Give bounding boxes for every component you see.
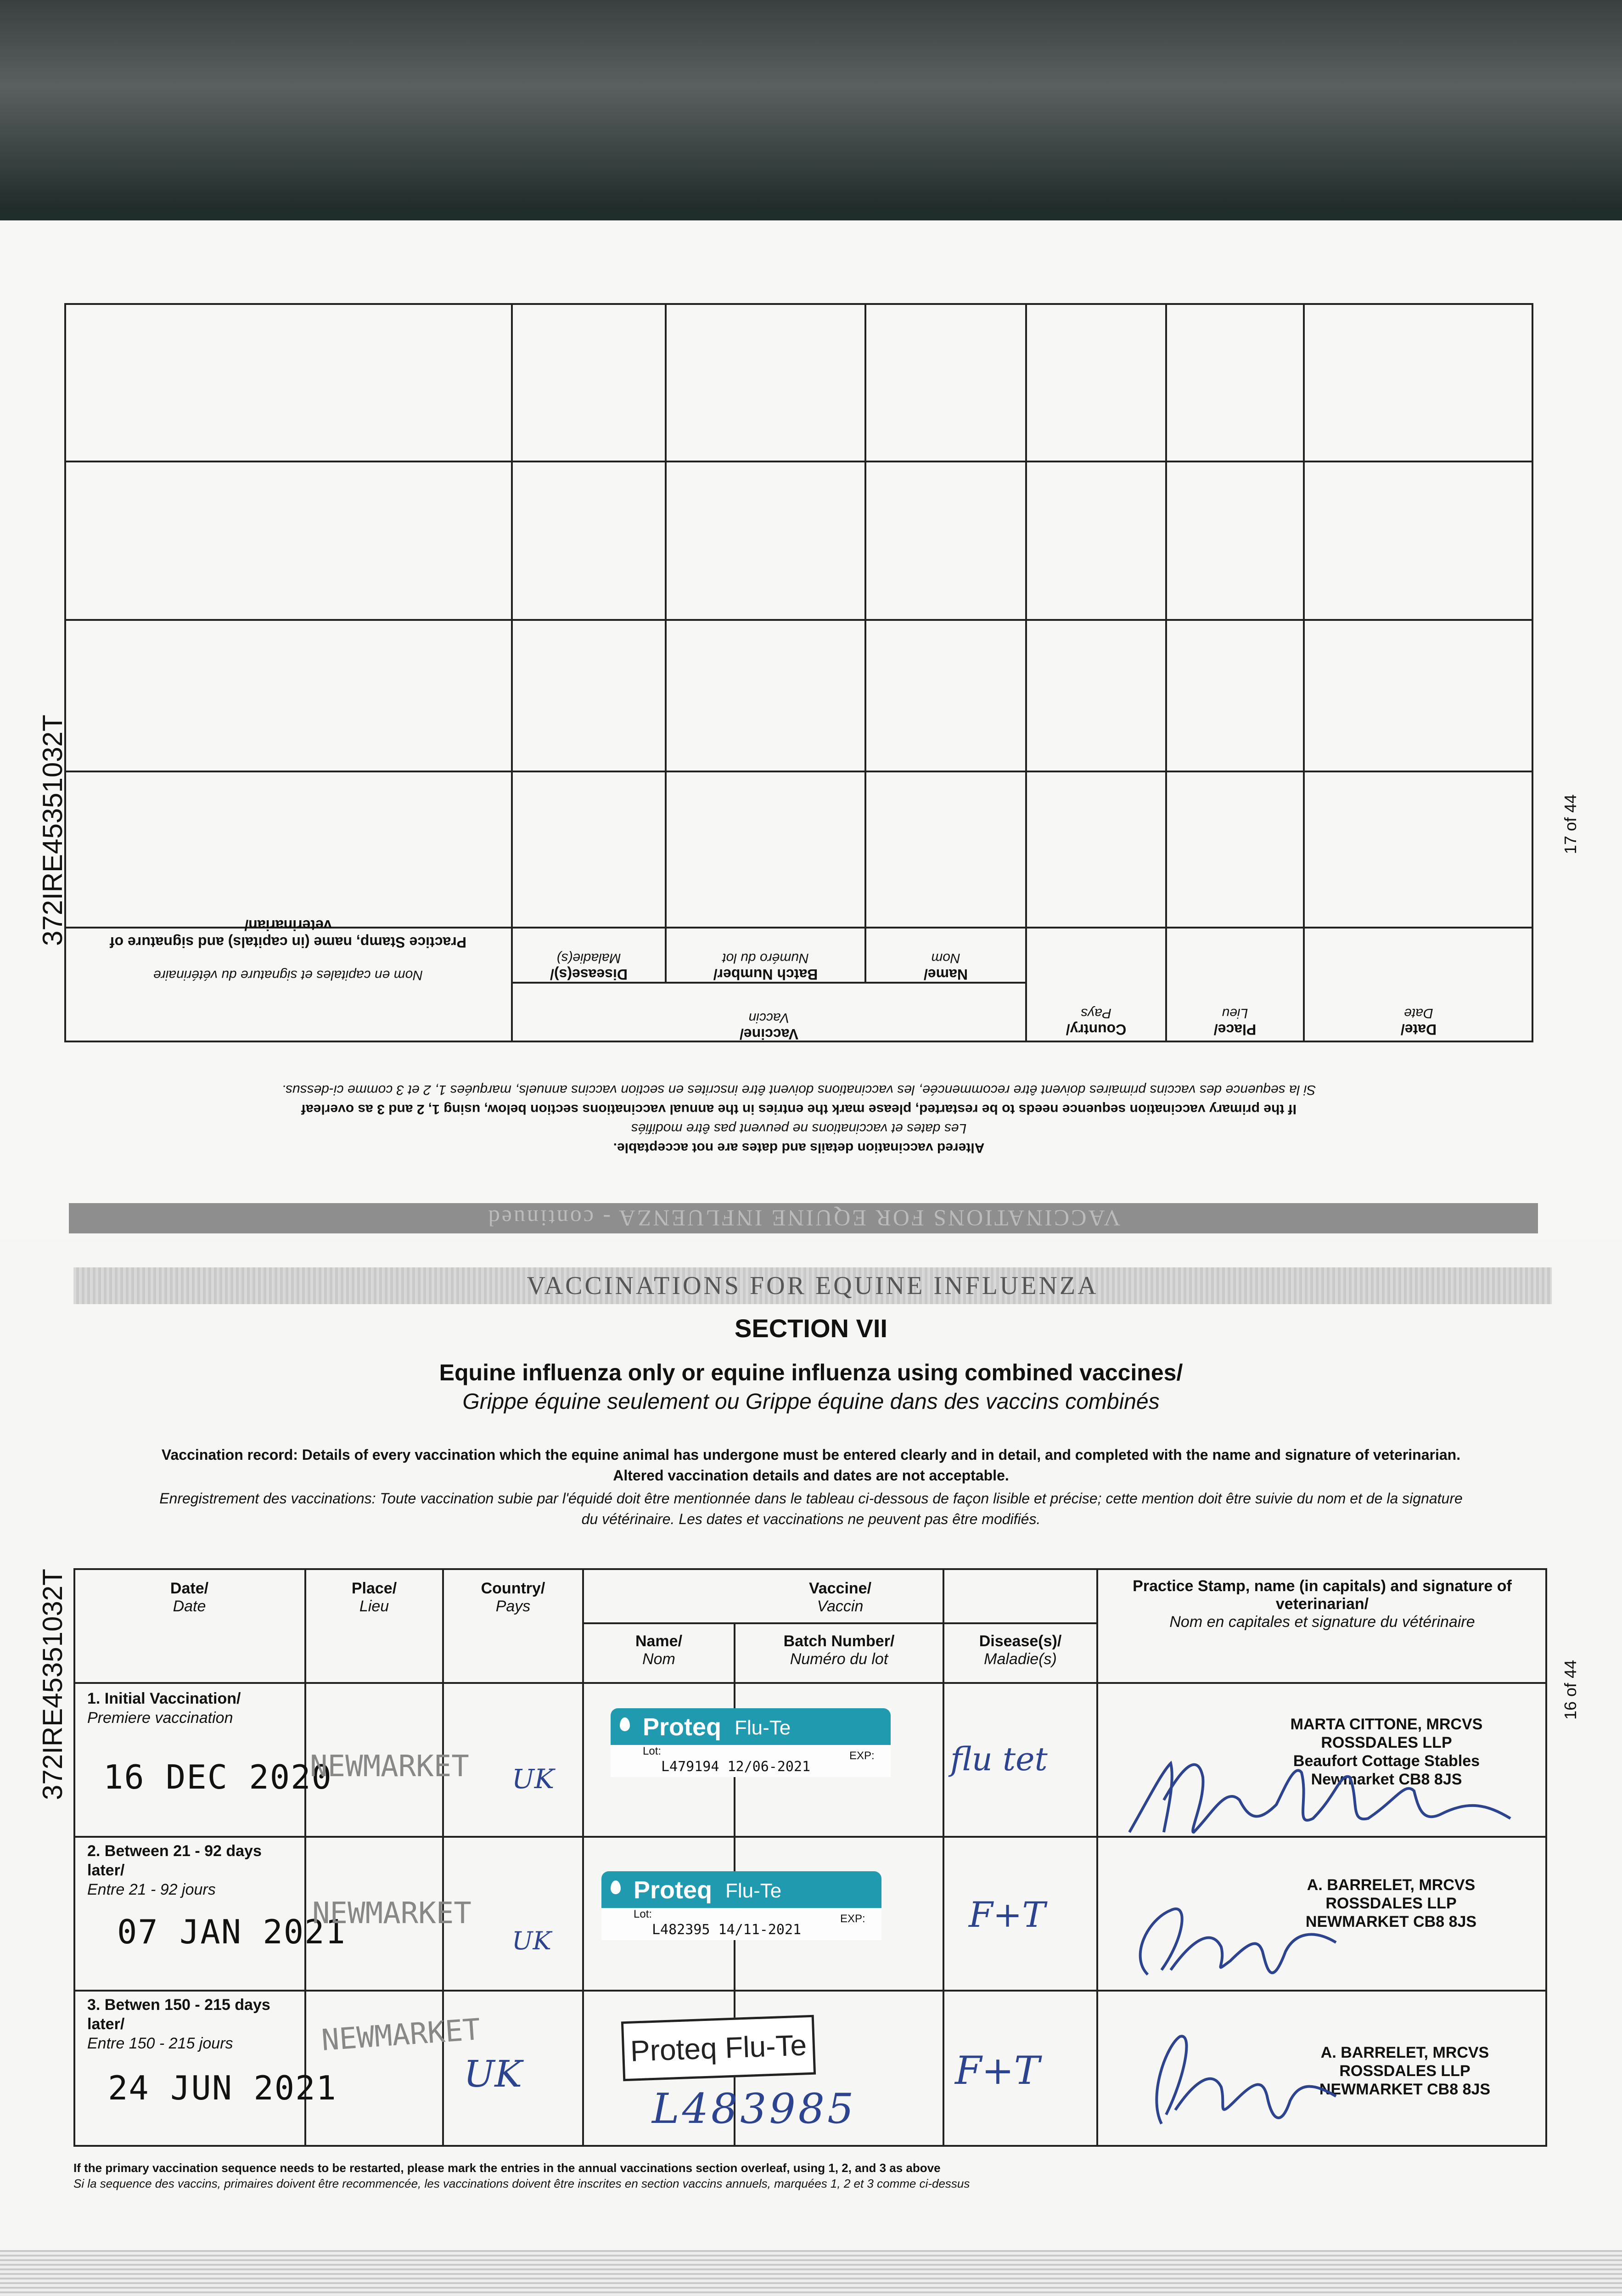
row-3-country: UK bbox=[464, 2053, 522, 2095]
row-1-disease: flu tet bbox=[950, 1740, 1048, 1778]
record-en-2: Altered vaccination details and dates are not acceptable. bbox=[613, 1467, 1009, 1484]
heading-fr: Grippe équine seulement ou Grippe équine dans des vaccins combinés bbox=[462, 1390, 1160, 1414]
stamp-line: ROSSDALES LLP bbox=[1325, 1895, 1457, 1912]
record-fr-2: du vétérinaire. Les dates et vaccinations ne peuvent pas être modifiés. bbox=[581, 1511, 1041, 1527]
header-vaccine bbox=[583, 1580, 1097, 1615]
row-1-vaccine-label bbox=[611, 1708, 891, 1777]
row-2-label bbox=[87, 1841, 303, 1899]
upper-note-restart-fr: Si la sequence des vaccins primaires doivent être recommencée, les vaccinations doivent être inscrites en section vaccins annuels, marquées 1, 2 et 3 comme ci-dessus. bbox=[281, 1082, 1316, 1097]
row-3-signature bbox=[1134, 2018, 1345, 2133]
header-batch-en: Batch Number/ bbox=[783, 1632, 895, 1650]
header-country-en: Country/ bbox=[481, 1580, 545, 1597]
upper-header-name-en: Name/ bbox=[923, 966, 968, 983]
upper-header-batch-fr: Numéro du lot bbox=[722, 951, 809, 966]
row-1-label-en: 1. Initial Vaccination/ bbox=[87, 1690, 241, 1707]
upper-note-restart-en: If the primary vaccination sequence needs to be restarted, please mark the entries in the annual vaccinations section below, using 1, 2 and 3 as overleaf bbox=[301, 1102, 1296, 1117]
row-1-label-fr: Premiere vaccination bbox=[87, 1709, 233, 1727]
upper-header-date-fr: Date bbox=[1404, 1006, 1433, 1021]
upper-header-vaccine-en: Vaccine/ bbox=[739, 1026, 799, 1042]
footer-fr: Si la sequence des vaccins, primaires doivent être recommencée, les vaccinations doivent être inscrites en section vaccins annuels, marquées 1, 2 et 3 comme ci-dessus bbox=[73, 2177, 970, 2190]
row-3-date: 24 JUN 2021 bbox=[108, 2069, 337, 2107]
row-2-date: 07 JAN 2021 bbox=[117, 1913, 346, 1951]
record-en-1: Vaccination record: Details of every vaccination which the equine animal has undergone must be entered clearly and in detail, and completed with the name and signature of veterinarian. bbox=[161, 1446, 1461, 1463]
upper-header-name-fr: Nom bbox=[931, 951, 960, 966]
upper-header-vaccine-fr: Vaccin bbox=[748, 1010, 790, 1025]
upper-header-place-en: Place/ bbox=[1213, 1021, 1257, 1038]
row-2-label-fr: Entre 21 - 92 jours bbox=[87, 1881, 216, 1898]
upper-header-country-fr: Pays bbox=[1081, 1006, 1111, 1021]
vaccine-product: Flu-Te bbox=[725, 1880, 782, 1902]
upper-header-disease-en: Disease(s)/ bbox=[550, 966, 628, 983]
header-date bbox=[73, 1580, 305, 1615]
header-place-en: Place/ bbox=[351, 1580, 397, 1597]
exp-label: EXP: bbox=[849, 1750, 875, 1762]
upper-header-practice-fr: Nom en capitales et signature du vétérinaire bbox=[153, 968, 423, 983]
row-3-batch: L483985 bbox=[652, 2085, 857, 2133]
row-2-country: UK bbox=[512, 1926, 551, 1955]
row-3-vaccine-stamp: Proteq Flu-Te bbox=[621, 2015, 816, 2082]
exp-label: EXP: bbox=[840, 1913, 865, 1925]
header-disease bbox=[943, 1632, 1097, 1668]
header-place bbox=[305, 1580, 443, 1615]
heading-en: Equine influenza only or equine influenza using combined vaccines/ bbox=[439, 1360, 1183, 1385]
record-fr-1: Enregistrement des vaccinations: Toute vaccination subie par l'équidé doit être mentionnée dans le tableau ci-dessous de façon lisible et précise; cette mention doit être suivie du nom et de la signature bbox=[159, 1490, 1463, 1507]
upper-header-place bbox=[1166, 978, 1304, 1038]
upper-header-disease bbox=[512, 928, 666, 983]
lot-value: L482395 14/11-2021 bbox=[652, 1922, 802, 1938]
header-disease-fr: Maladie(s) bbox=[984, 1650, 1057, 1668]
header-name-fr: Nom bbox=[642, 1650, 675, 1668]
row-1-place: NEWMARKET bbox=[310, 1750, 469, 1784]
scanner-edge-top bbox=[0, 0, 1622, 216]
header-vaccine-en: Vaccine/ bbox=[808, 1580, 872, 1597]
lot-value: L479194 12/06-2021 bbox=[661, 1759, 811, 1775]
upper-header-disease-fr: Maladie(s) bbox=[556, 951, 621, 966]
header-batch bbox=[735, 1632, 943, 1668]
vaccine-brand: Proteq bbox=[643, 1713, 722, 1741]
row-1-country: UK bbox=[512, 1763, 555, 1795]
upper-header-country-en: Country/ bbox=[1066, 1021, 1127, 1038]
row-2-place: NEWMARKET bbox=[312, 1896, 471, 1930]
lot-label: Lot: bbox=[643, 1745, 662, 1757]
header-name bbox=[583, 1632, 735, 1668]
upper-note-altered-en: Altered vaccination details and dates are not acceptable. bbox=[613, 1140, 985, 1155]
lot-label: Lot: bbox=[634, 1908, 652, 1920]
row-3-place: NEWMARKET bbox=[320, 2012, 482, 2058]
header-vaccine-fr: Vaccin bbox=[817, 1598, 864, 1615]
header-practice bbox=[1106, 1577, 1538, 1631]
header-disease-en: Disease(s)/ bbox=[979, 1632, 1062, 1650]
vaccine-brand: Proteq bbox=[634, 1876, 713, 1904]
stamp-line: NEWMARKET CB8 8JS bbox=[1319, 2081, 1491, 2098]
page-stack-edge bbox=[0, 2250, 1622, 2296]
upper-header-place-fr: Lieu bbox=[1222, 1006, 1248, 1021]
row-3-disease: F+T bbox=[955, 2048, 1040, 2093]
header-country bbox=[443, 1580, 583, 1615]
vaccine-product: Flu-Te bbox=[735, 1716, 791, 1739]
drop-icon bbox=[611, 1880, 621, 1894]
row-1-signature bbox=[1120, 1745, 1524, 1846]
stamp-line: A. BARRELET, MRCVS bbox=[1320, 2044, 1489, 2061]
row-3-label bbox=[87, 1995, 303, 2053]
stamp-line: A. BARRELET, MRCVS bbox=[1307, 1876, 1476, 1894]
header-batch-fr: Numéro du lot bbox=[790, 1650, 888, 1668]
upper-side-id: 372IRE45351032T bbox=[37, 715, 68, 946]
upper-header-batch bbox=[666, 928, 865, 983]
section-band: VACCINATIONS FOR EQUINE INFLUENZA bbox=[73, 1267, 1552, 1304]
row-2-label-en: 2. Between 21 - 92 days later/ bbox=[87, 1842, 262, 1879]
upper-header-name bbox=[865, 928, 1026, 983]
upper-header-vaccine bbox=[512, 983, 1026, 1042]
header-country-fr: Pays bbox=[495, 1598, 531, 1615]
footer-en: If the primary vaccination sequence needs to be restarted, please mark the entries in the annual vaccinations section overleaf, using 1, 2, and 3 as above bbox=[73, 2161, 941, 2175]
row-1-label bbox=[87, 1689, 303, 1728]
upper-header-practice-en: Practice Stamp, name (in capitals) and signature of veterinarian/ bbox=[109, 917, 467, 951]
upper-notes bbox=[64, 1047, 1533, 1157]
upper-section-band: VACCINATIONS FOR EQUINE INFLUENZA - continued bbox=[69, 1203, 1538, 1233]
header-place-fr: Lieu bbox=[359, 1598, 389, 1615]
upper-header-batch-en: Batch Number/ bbox=[713, 966, 818, 983]
stamp-line: NEWMARKET CB8 8JS bbox=[1305, 1913, 1477, 1930]
header-name-en: Name/ bbox=[635, 1632, 683, 1650]
upper-header-date bbox=[1304, 978, 1533, 1038]
lower-page-number: 16 of 44 bbox=[1561, 1660, 1580, 1720]
upper-note-altered-fr: Les dates et vaccinations ne peuvent pas être modifiés bbox=[631, 1121, 967, 1136]
stamp-line: MARTA CITTONE, MRCVS bbox=[1290, 1716, 1483, 1733]
row-3-label-fr: Entre 150 - 215 jours bbox=[87, 2035, 233, 2052]
header-practice-en: Practice Stamp, name (in capitals) and signature of veterinarian/ bbox=[1133, 1577, 1512, 1613]
header-practice-fr: Nom en capitales et signature du vétérinaire bbox=[1169, 1613, 1475, 1631]
drop-icon bbox=[620, 1717, 630, 1731]
upper-header-practice bbox=[64, 886, 512, 992]
section-title: SECTION VII bbox=[735, 1314, 887, 1343]
row-2-vaccine-label bbox=[601, 1871, 881, 1940]
row-2-signature bbox=[1120, 1883, 1350, 1988]
header-date-fr: Date bbox=[173, 1598, 206, 1615]
row-3-label-en: 3. Betwen 150 - 215 days later/ bbox=[87, 1996, 270, 2033]
row-1-date: 16 DEC 2020 bbox=[103, 1758, 332, 1796]
row-2-disease: F+T bbox=[969, 1894, 1046, 1935]
stamp-line: Beaufort Cottage Stables bbox=[1293, 1752, 1480, 1770]
stamp-line: ROSSDALES LLP bbox=[1321, 1734, 1452, 1751]
upper-header-date-en: Date/ bbox=[1400, 1021, 1437, 1038]
stamp-line: Newmarket CB8 8JS bbox=[1311, 1771, 1462, 1788]
stamp-line: ROSSDALES LLP bbox=[1339, 2062, 1470, 2080]
lower-side-id: 372IRE45351032T bbox=[37, 1569, 68, 1800]
upper-header-country bbox=[1026, 978, 1166, 1038]
upper-page-number: 17 of 44 bbox=[1561, 794, 1580, 854]
header-date-en: Date/ bbox=[170, 1580, 209, 1597]
